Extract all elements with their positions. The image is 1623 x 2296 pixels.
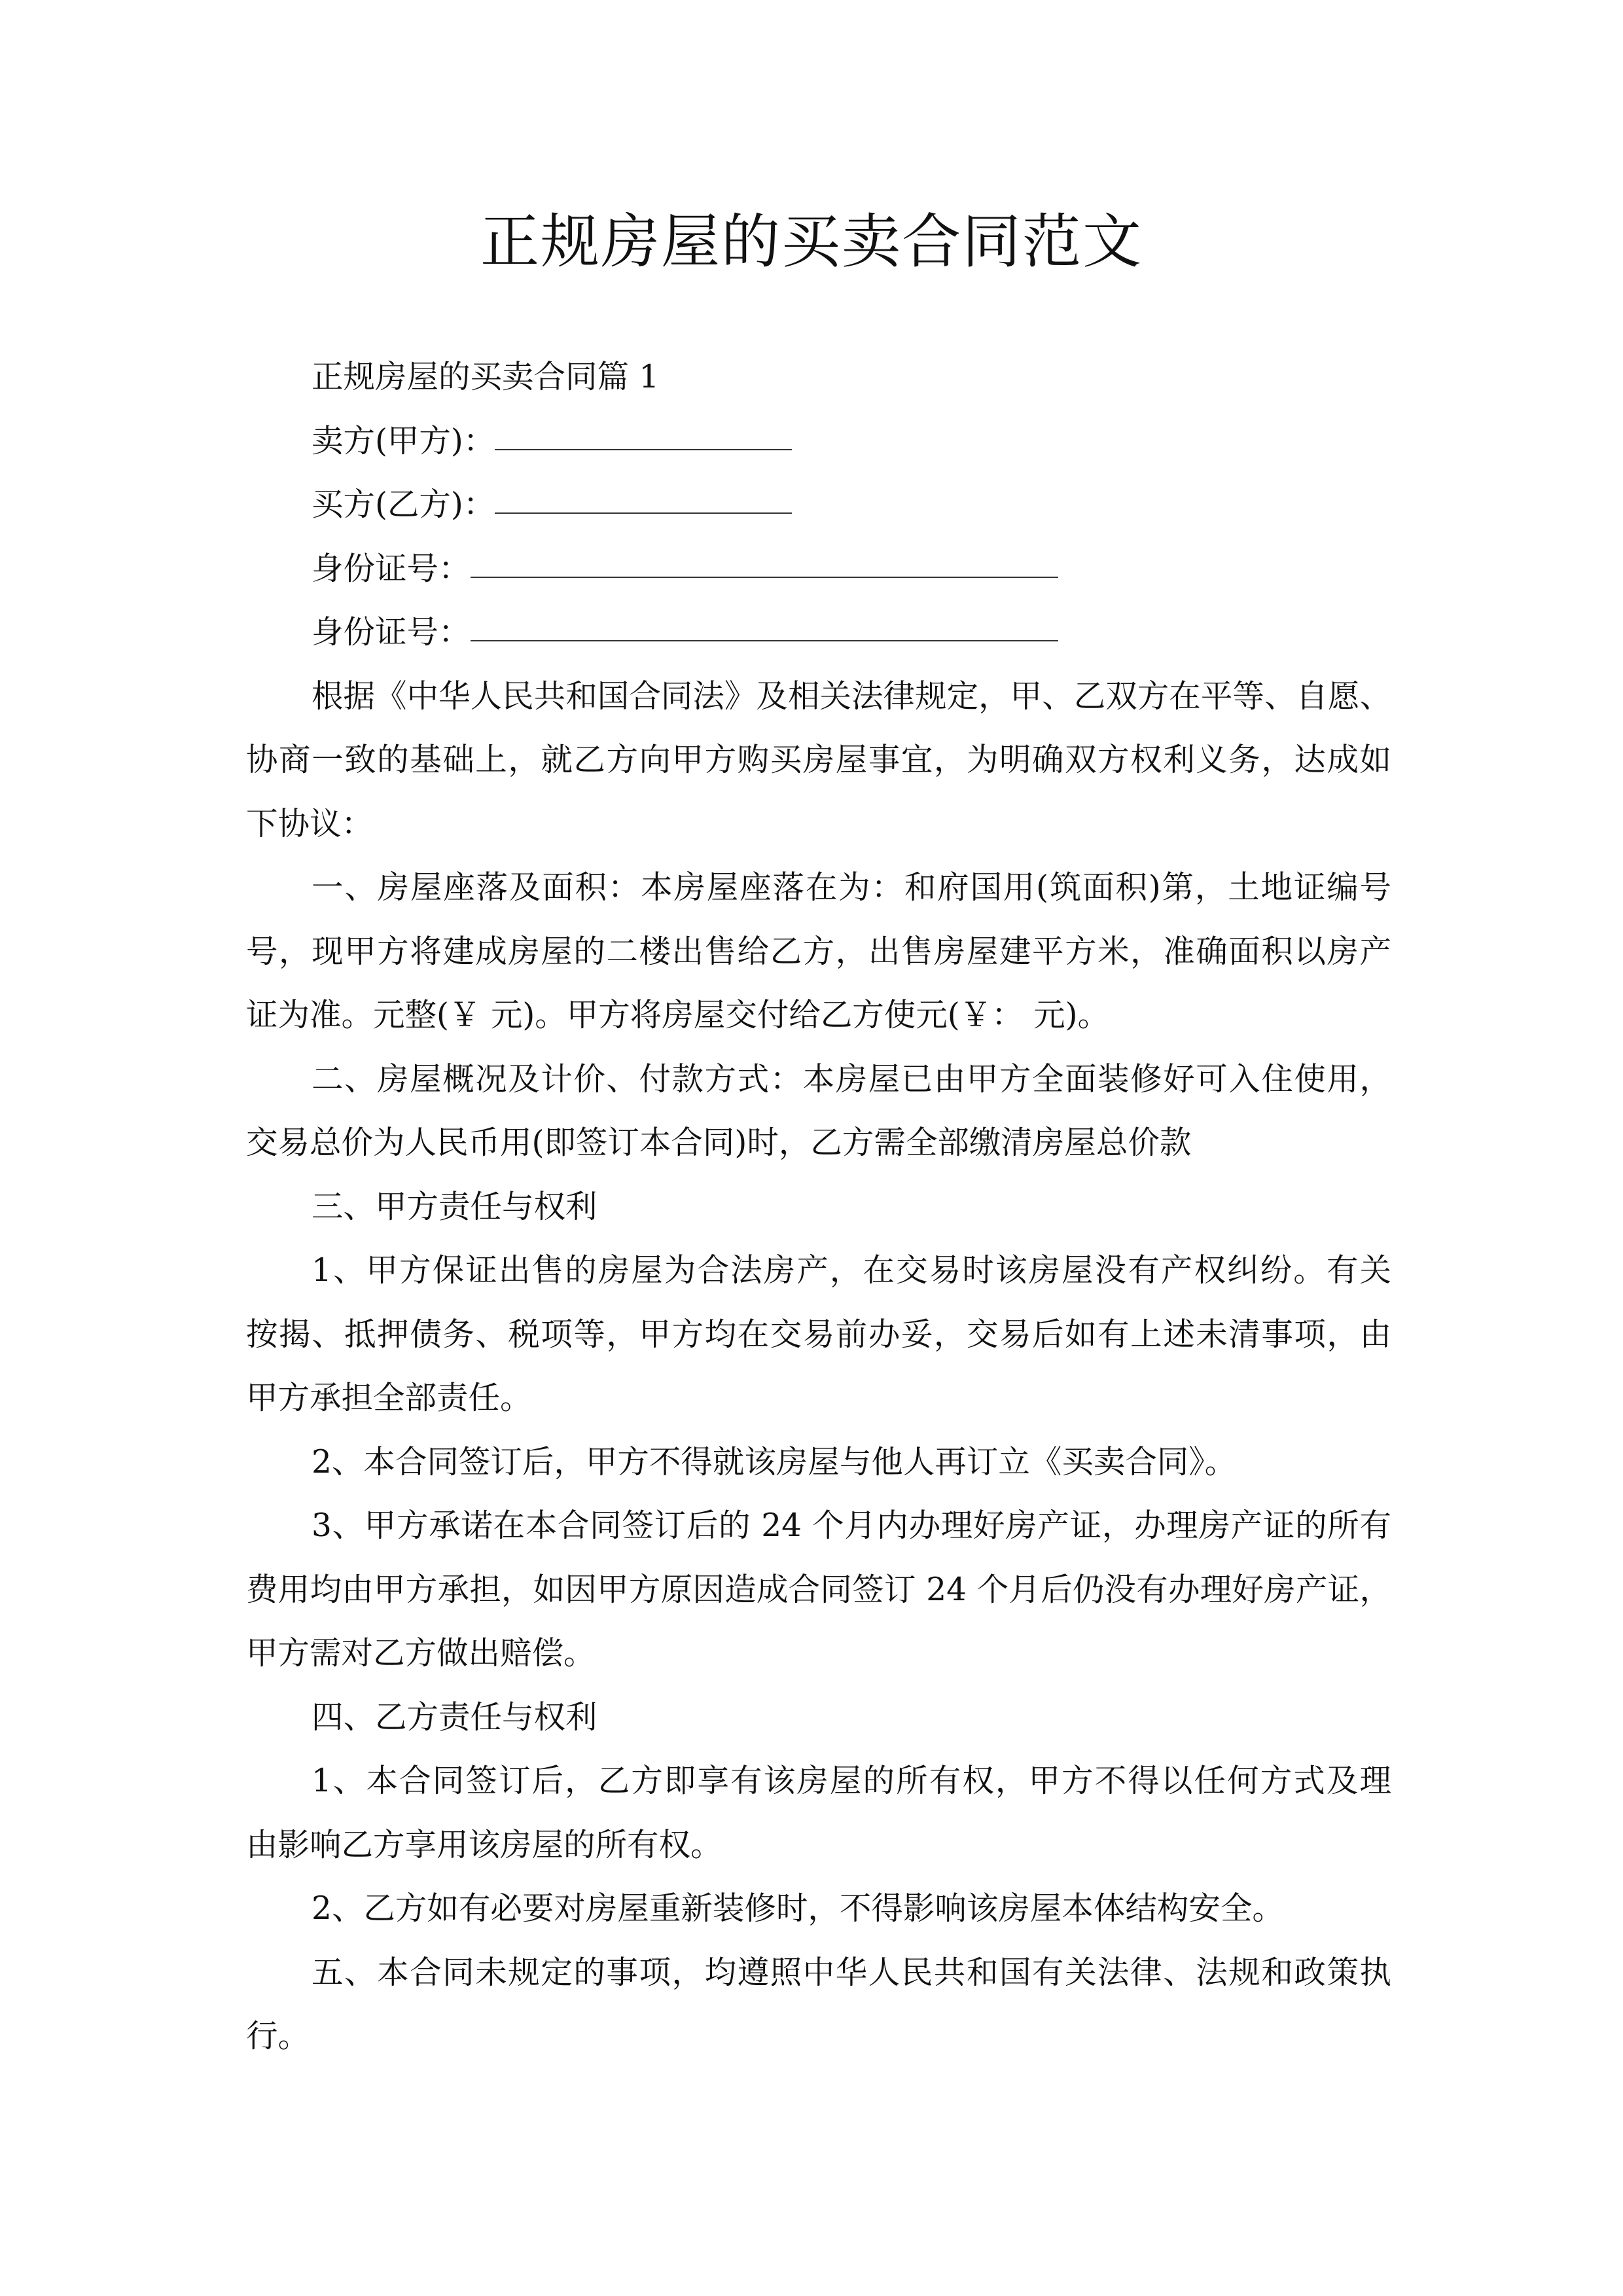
paragraph — [246, 1239, 1391, 1431]
id-number-field-1 — [246, 537, 1391, 601]
paragraph-line: 3、甲方承诺在本合同签订后的 24 个月内办理好房产证，办理房产证的所有 — [312, 1507, 1391, 1544]
paragraph-line: 1、本合同签订后，乙方即享有该房屋的所有权，甲方不得以任何方式及理 — [312, 1763, 1391, 1799]
paragraph-line: 费用均由甲方承担，如因甲方原因造成合同签订 24 个月后仍没有办理好房产证， — [246, 1571, 1391, 1608]
id-label-1: 身份证号： — [312, 550, 471, 587]
buyer-blank[interactable] — [495, 473, 792, 514]
paragraph — [246, 1431, 1391, 1495]
paragraph-line: 下协议： — [246, 805, 374, 842]
paragraph-line: 交易总价为人民币用(即签订本合同)时，乙方需全部缴清房屋总价款 — [246, 1124, 1192, 1161]
id-blank-1[interactable] — [471, 537, 1058, 578]
paragraph-line: 由影响乙方享用该房屋的所有权。 — [246, 1826, 722, 1863]
paragraph-line: 协商一致的基础上，就乙方向甲方购买房屋事宜，为明确双方权利义务，达成如 — [246, 742, 1391, 778]
paragraph-line: 甲方承担全部责任。 — [246, 1380, 532, 1416]
paragraph-line: 1、甲方保证出售的房屋为合法房产，在交易时该房屋没有产权纠纷。有关 — [312, 1252, 1391, 1289]
paragraph-line: 甲方需对乙方做出赔偿。 — [246, 1635, 596, 1672]
paragraph — [246, 856, 1391, 1048]
contract-clauses — [246, 665, 1391, 2069]
paragraph — [246, 1686, 1391, 1750]
paragraph-line: 三、甲方责任与权利 — [312, 1188, 597, 1225]
paragraph — [246, 665, 1391, 857]
paragraph — [246, 1941, 1391, 2069]
paragraph — [246, 1048, 1391, 1175]
paragraph-line: 2、本合同签订后，甲方不得就该房屋与他人再订立《买卖合同》。 — [312, 1443, 1237, 1480]
paragraph — [246, 1175, 1391, 1240]
paragraph-line: 号，现甲方将建成房屋的二楼出售给乙方，出售房屋建平方米，准确面积以房产 — [246, 933, 1391, 970]
id-number-field-2 — [246, 601, 1391, 665]
document-body — [246, 346, 1391, 2069]
seller-field — [246, 410, 1391, 474]
paragraph — [246, 1749, 1391, 1877]
seller-blank[interactable] — [495, 410, 792, 450]
paragraph-line: 2、乙方如有必要对房屋重新装修时，不得影响该房屋本体结构安全。 — [312, 1890, 1284, 1927]
id-label-2: 身份证号： — [312, 614, 471, 651]
paragraph-line: 根据《中华人民共和国合同法》及相关法律规定，甲、乙双方在平等、自愿、 — [312, 677, 1391, 715]
buyer-field — [246, 473, 1391, 537]
paragraph — [246, 1494, 1391, 1686]
paragraph-line: 按揭、抵押债务、税项等，甲方均在交易前办妥，交易后如有上述未清事项，由 — [246, 1316, 1391, 1353]
document-title: 正规房屋的买卖合同范文 — [480, 207, 1143, 276]
paragraph-line: 五、本合同未规定的事项，均遵照中华人民共和国有关法律、法规和政策执 — [312, 1954, 1391, 1991]
buyer-label: 买方(乙方)： — [312, 486, 495, 523]
paragraph-line: 二、房屋概况及计价、付款方式：本房屋已由甲方全面装修好可入住使用， — [312, 1060, 1391, 1098]
paragraph — [246, 1877, 1391, 1941]
paragraph-line: 证为准。元整(￥ 元)。甲方将房屋交付给乙方使元(￥： 元)。 — [246, 997, 1110, 1033]
id-blank-2[interactable] — [471, 601, 1058, 641]
paragraph-line: 四、乙方责任与权利 — [312, 1698, 597, 1736]
seller-label: 卖方(甲方)： — [312, 422, 495, 459]
paragraph-line: 一、房屋座落及面积：本房屋座落在为：和府国用(筑面积)第，土地证编号 — [312, 869, 1391, 906]
paragraph-line: 行。 — [246, 2018, 310, 2054]
section-heading: 正规房屋的买卖合同篇 1 — [312, 359, 660, 395]
